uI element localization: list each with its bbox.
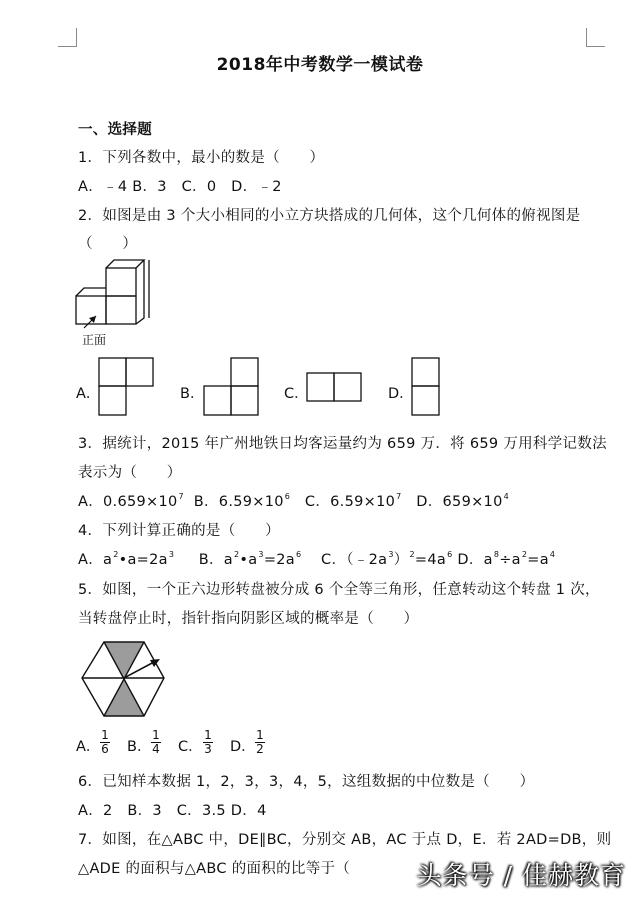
question-3-option-a: A．0.659×10 bbox=[78, 494, 178, 510]
question-5-option-c-fraction bbox=[203, 729, 213, 756]
question-4-option-a-exponent-2: 3 bbox=[168, 550, 175, 559]
question-5-option-b-fraction bbox=[151, 729, 161, 756]
question-3-option-a-exponent: 7 bbox=[178, 492, 184, 501]
question-2-cube-figure bbox=[70, 254, 160, 348]
fraction-numerator: 1 bbox=[256, 728, 264, 742]
question-2-option-d-label: D． bbox=[388, 386, 414, 402]
question-5-option-d-label: D． bbox=[230, 739, 256, 755]
question-4-option-a-text: A．a bbox=[78, 552, 113, 568]
question-4-option-c-text: C．（﹣2a bbox=[321, 552, 388, 568]
question-4-stem: 4．下列计算正确的是（ ） bbox=[78, 523, 280, 539]
question-7-stem-cont: △ADE 的面积与△ABC 的面积的比等于（ bbox=[78, 861, 351, 877]
question-3-option-b: B．6.59×10 bbox=[193, 494, 284, 510]
question-4-option-b-exponent-3: 6 bbox=[295, 550, 302, 559]
question-1-stem: 1．下列各数中，最小的数是（ ） bbox=[78, 150, 325, 166]
fraction-numerator: 1 bbox=[101, 728, 109, 742]
question-4-option-b-text: B．a bbox=[198, 552, 233, 568]
question-3-stem: 3．据统计，2015 年广州地铁日均客运量约为 659 万．将 659 万用科学记数法 bbox=[78, 436, 607, 452]
watermark: 头条号 / 佳赫教育 bbox=[416, 861, 626, 890]
question-7-stem: 7．如图，在△ABC 中，DE∥BC，分别交 AB，AC 于点 D，E．若 2AD=DB，则 bbox=[78, 832, 612, 848]
question-3-option-d: D．659×10 bbox=[416, 494, 503, 510]
question-2-figure-label: 正面 bbox=[82, 333, 107, 347]
question-4-option-b-exponent-2: 3 bbox=[258, 550, 264, 559]
crop-mark-top-right bbox=[586, 28, 605, 47]
question-4-option-b-text-3: =2a bbox=[263, 552, 295, 568]
crop-mark-top-left bbox=[58, 28, 77, 47]
question-2-stem: 2．如图是由 3 个大小相同的小立方块搭成的几何体，这个几何体的俯视图是 bbox=[78, 208, 581, 224]
question-6-stem: 6．已知样本数据 1，2，3，3，4，5，这组数据的中位数是（ ） bbox=[78, 774, 535, 790]
question-4-option-d-text: D．a bbox=[457, 552, 493, 568]
question-4-option-d-exponent-1: 8 bbox=[493, 550, 500, 559]
question-5-option-b-label: B． bbox=[127, 739, 152, 755]
question-2-option-c-view bbox=[306, 372, 364, 404]
question-2-option-b-view bbox=[203, 357, 261, 417]
fraction-denominator: 3 bbox=[204, 742, 212, 756]
question-5-stem-cont: 当转盘停止时，指针指向阴影区域的概率是（ ） bbox=[78, 611, 419, 627]
question-3-option-c: C．6.59×10 bbox=[304, 494, 396, 510]
question-4-option-a-text-2: •a=2a bbox=[118, 552, 168, 568]
question-4-option-b-exponent-1: 2 bbox=[233, 550, 240, 559]
question-5-option-a-label: A． bbox=[76, 739, 101, 755]
question-4-option-c-text-2: ） bbox=[393, 552, 409, 568]
question-3-options bbox=[78, 490, 509, 511]
question-4-option-d-text-3: =a bbox=[527, 552, 549, 568]
question-5-hexagon-spinner bbox=[74, 640, 176, 720]
fraction-numerator: 1 bbox=[152, 728, 160, 742]
question-5-option-d-fraction bbox=[255, 729, 265, 756]
question-4-option-c-exponent-1: 3 bbox=[388, 550, 394, 559]
question-4-option-c-exponent-3: 6 bbox=[447, 550, 453, 559]
question-4-option-c-text-3: =4a bbox=[414, 552, 447, 568]
question-5-stem: 5．如图，一个正六边形转盘被分成 6 个全等三角形，任意转动这个转盘 1 次， bbox=[78, 582, 600, 598]
question-4-option-d-text-2: ÷a bbox=[499, 552, 521, 568]
page-title: 2018年中考数学一模试卷 bbox=[216, 55, 424, 75]
question-2-option-a-label: A． bbox=[76, 386, 101, 402]
fraction-numerator: 1 bbox=[204, 728, 212, 742]
section-heading: 一、选择题 bbox=[78, 122, 152, 138]
question-3-option-c-exponent: 7 bbox=[396, 492, 402, 501]
question-4-option-a-exponent-1: 2 bbox=[113, 550, 119, 559]
question-5-option-a-fraction bbox=[100, 729, 110, 756]
fraction-denominator: 4 bbox=[152, 742, 160, 756]
question-6-options: A．2 B．3 C．3.5 D．4 bbox=[78, 803, 267, 819]
fraction-denominator: 6 bbox=[101, 742, 109, 756]
question-3-option-d-exponent: 4 bbox=[503, 492, 509, 501]
question-2-option-c-label: C． bbox=[284, 386, 309, 402]
question-4-options bbox=[78, 548, 555, 569]
fraction-denominator: 2 bbox=[256, 742, 264, 756]
question-4-option-c-exponent-2: 2 bbox=[409, 550, 415, 559]
question-5-option-c-label: C． bbox=[178, 739, 203, 755]
question-2-option-a-view bbox=[98, 357, 156, 417]
question-3-stem-cont: 表示为（ ） bbox=[78, 465, 182, 481]
question-4-option-b-text-2: •a bbox=[239, 552, 258, 568]
question-3-option-b-exponent: 6 bbox=[284, 492, 291, 501]
question-2-stem-cont: （ ） bbox=[78, 236, 138, 252]
question-2-option-b-label: B． bbox=[180, 386, 205, 402]
question-1-options: A．﹣4 B．3 C．0 D．﹣2 bbox=[78, 179, 282, 195]
question-2-option-d-view bbox=[411, 357, 441, 417]
question-4-option-d-exponent-2: 2 bbox=[521, 550, 528, 559]
question-4-option-d-exponent-3: 4 bbox=[549, 550, 556, 559]
